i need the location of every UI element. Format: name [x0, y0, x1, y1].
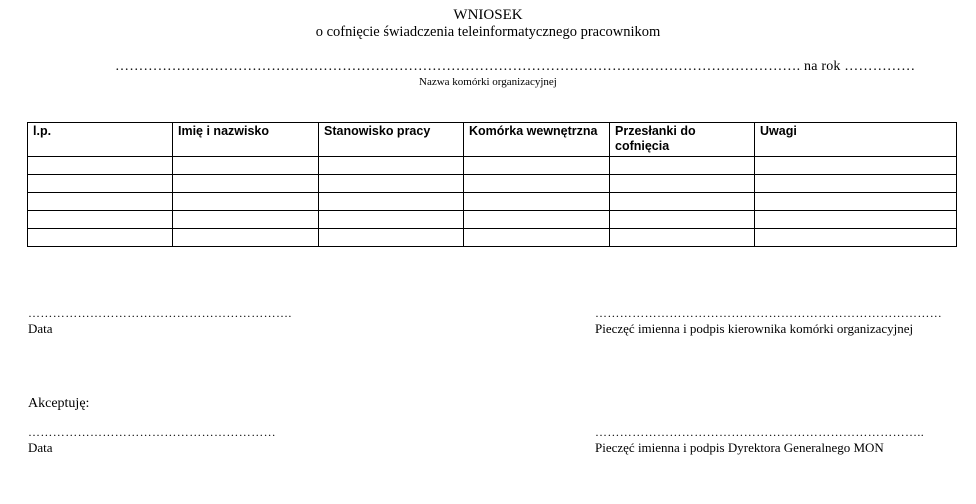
table-row	[28, 229, 957, 247]
table-cell[interactable]	[173, 211, 319, 229]
column-header-reasons: Przesłanki do cofnięcia	[610, 123, 755, 157]
table-cell[interactable]	[28, 157, 173, 175]
table-cell[interactable]	[755, 211, 957, 229]
table-cell[interactable]	[464, 193, 610, 211]
table-cell[interactable]	[610, 157, 755, 175]
table-header-row	[28, 123, 957, 157]
column-header-position: Stanowisko pracy	[319, 123, 464, 157]
column-header-unit: Komórka wewnętrzna	[464, 123, 610, 157]
date-label-1: Data	[28, 321, 53, 336]
table-cell[interactable]	[173, 193, 319, 211]
table-cell[interactable]	[28, 175, 173, 193]
unit-name-dots: ……………………………………………………………………………………………………………………………….	[115, 59, 801, 74]
head-signature-line: …………………………………………………………………………	[595, 306, 943, 320]
year-label: na rok	[804, 59, 841, 74]
year-dots: ……………	[844, 59, 916, 74]
table-cell[interactable]	[319, 193, 464, 211]
date-line-2: ……………………………………………………	[28, 425, 276, 439]
date-line-1: ……………………………………………………….	[28, 306, 292, 320]
table-cell[interactable]	[464, 157, 610, 175]
table-cell[interactable]	[319, 229, 464, 247]
table-cell[interactable]	[610, 211, 755, 229]
table-cell[interactable]	[319, 175, 464, 193]
form-subtitle: o cofnięcie świadczenia teleinformatycznego pracownikom	[315, 24, 661, 40]
table-cell[interactable]	[610, 193, 755, 211]
table-cell[interactable]	[755, 175, 957, 193]
table-cell[interactable]	[755, 229, 957, 247]
table-cell[interactable]	[464, 175, 610, 193]
table-row	[28, 193, 957, 211]
director-signature-label: Pieczęć imienna i podpis Dyrektora Generalnego MON	[595, 440, 884, 455]
table-cell[interactable]	[28, 211, 173, 229]
table-cell[interactable]	[464, 211, 610, 229]
table-cell[interactable]	[28, 229, 173, 247]
column-header-notes: Uwagi	[755, 123, 957, 157]
column-header-lp: l.p.	[28, 123, 173, 157]
table-row	[28, 175, 957, 193]
form-title: WNIOSEK	[453, 7, 523, 23]
table-cell[interactable]	[173, 229, 319, 247]
table-row	[28, 157, 957, 175]
director-signature-line: ……………………………………………………………………..	[595, 425, 925, 439]
accept-label: Akceptuję:	[28, 396, 90, 411]
table-cell[interactable]	[610, 175, 755, 193]
column-header-name: Imię i nazwisko	[173, 123, 319, 157]
employees-table	[27, 122, 957, 247]
table-cell[interactable]	[319, 211, 464, 229]
table-cell[interactable]	[319, 157, 464, 175]
table-cell[interactable]	[28, 193, 173, 211]
table-cell[interactable]	[464, 229, 610, 247]
table-row	[28, 211, 957, 229]
table-cell[interactable]	[755, 193, 957, 211]
table-cell[interactable]	[610, 229, 755, 247]
table-cell[interactable]	[755, 157, 957, 175]
unit-name-caption: Nazwa komórki organizacyjnej	[419, 76, 557, 88]
date-label-2: Data	[28, 440, 53, 455]
head-signature-label: Pieczęć imienna i podpis kierownika komórki organizacyjnej	[595, 321, 914, 336]
table-cell[interactable]	[173, 175, 319, 193]
unit-name-line	[115, 59, 915, 75]
table-cell[interactable]	[173, 157, 319, 175]
